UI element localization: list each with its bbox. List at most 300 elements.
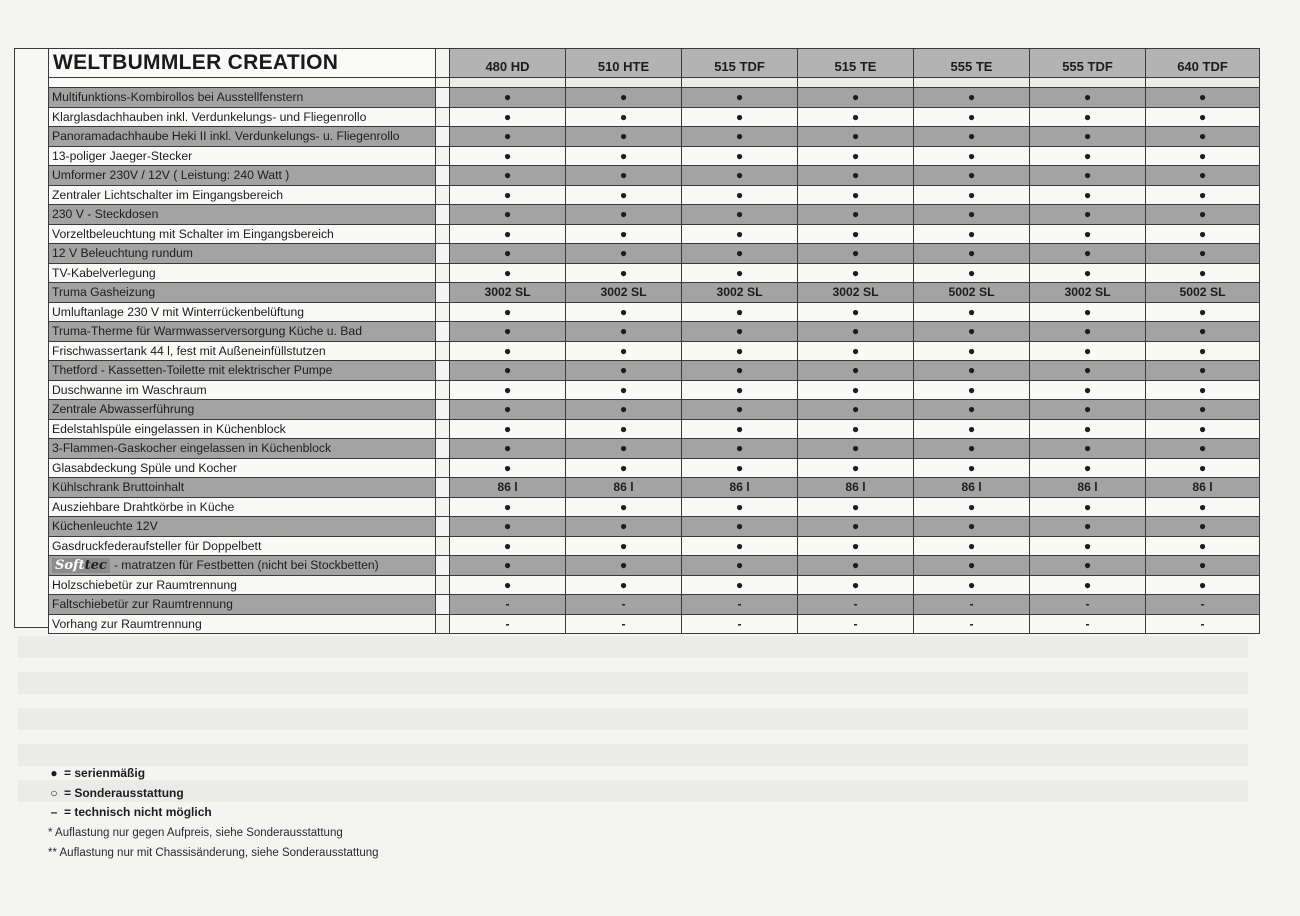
feature-label (49, 614, 436, 634)
table-row (49, 166, 1260, 186)
value-cell: ● (798, 497, 914, 517)
feature-text: Truma Gasheizung (52, 285, 156, 300)
value-cell: ● (1146, 88, 1260, 108)
value-cell: ● (682, 575, 798, 595)
table-row (49, 127, 1260, 147)
value-cell: ● (798, 146, 914, 166)
value-cell: ● (914, 263, 1030, 283)
value-cell: ● (566, 146, 682, 166)
feature-text: Thetford - Kassetten-Toilette mit elektrischer Pumpe (52, 363, 333, 378)
value-cell: ● (682, 205, 798, 225)
value-cell: - (566, 614, 682, 634)
value-cell: ● (1146, 146, 1260, 166)
table-row (49, 224, 1260, 244)
value-cell: ● (450, 575, 566, 595)
value-cell: ● (450, 166, 566, 186)
value-cell: ● (1030, 302, 1146, 322)
feature-label (49, 536, 436, 556)
table-row (49, 419, 1260, 439)
feature-label (49, 88, 436, 108)
value-cell: ● (450, 419, 566, 439)
value-cell: ● (682, 458, 798, 478)
table-row (49, 556, 1260, 576)
table-row (49, 283, 1260, 303)
feature-text: TV-Kabelverlegung (52, 265, 156, 280)
value-cell: ● (914, 146, 1030, 166)
value-cell: ● (1030, 361, 1146, 381)
value-cell: ● (1146, 224, 1260, 244)
value-cell: ● (798, 185, 914, 205)
feature-text: Umluftanlage 230 V mit Winterrückenbelüftung (52, 304, 305, 319)
value-cell: ● (914, 205, 1030, 225)
value-cell: ● (566, 205, 682, 225)
table-row (49, 361, 1260, 381)
value-cell: ● (1030, 107, 1146, 127)
value-cell: ● (566, 224, 682, 244)
feature-text: Edelstahlspüle eingelassen in Küchenblock (52, 421, 286, 436)
value-cell: ● (798, 536, 914, 556)
value-cell: ● (1030, 146, 1146, 166)
table-row (49, 595, 1260, 615)
softec-logo: Softtec (52, 558, 110, 573)
value-cell: ● (1146, 400, 1260, 420)
value-cell: ● (1146, 497, 1260, 517)
value-cell: ● (798, 107, 914, 127)
value-cell: ● (798, 244, 914, 264)
value-cell: ● (798, 302, 914, 322)
value-cell: ● (1030, 439, 1146, 459)
value-cell: ● (450, 361, 566, 381)
value-cell: ● (1146, 302, 1260, 322)
value-cell: ● (1030, 458, 1146, 478)
value-cell: ● (450, 127, 566, 147)
value-cell: ● (566, 361, 682, 381)
value-cell: ● (682, 322, 798, 342)
value-cell: ● (682, 341, 798, 361)
feature-text: Klarglasdachhauben inkl. Verdunkelungs- und Fliegenrollo (52, 109, 367, 124)
value-cell: ● (1030, 419, 1146, 439)
value-cell: ● (450, 497, 566, 517)
value-cell: 86 l (450, 478, 566, 498)
table-row (49, 244, 1260, 264)
value-cell: ● (1030, 380, 1146, 400)
feature-label (49, 419, 436, 439)
value-cell: 3002 SL (566, 283, 682, 303)
value-cell: ● (914, 185, 1030, 205)
feature-text: Kühlschrank Bruttoinhalt (52, 480, 185, 495)
value-cell: 3002 SL (450, 283, 566, 303)
value-cell: ● (798, 263, 914, 283)
value-cell: ● (1030, 497, 1146, 517)
value-cell: ● (450, 244, 566, 264)
table-row (49, 146, 1260, 166)
table-row (49, 614, 1260, 634)
value-cell: ● (914, 556, 1030, 576)
value-cell: ● (1030, 166, 1146, 186)
value-cell: ● (798, 205, 914, 225)
feature-label (49, 166, 436, 186)
value-cell: ● (1146, 244, 1260, 264)
value-cell: ● (914, 244, 1030, 264)
value-cell: 86 l (566, 478, 682, 498)
value-cell: ● (566, 341, 682, 361)
value-cell: ● (798, 575, 914, 595)
value-cell: ● (914, 127, 1030, 147)
value-cell: ● (566, 439, 682, 459)
value-cell: ● (914, 575, 1030, 595)
value-cell: - (450, 595, 566, 615)
feature-label (49, 380, 436, 400)
table-row (49, 439, 1260, 459)
feature-label (49, 497, 436, 517)
value-cell: ● (682, 185, 798, 205)
value-cell: ● (1146, 536, 1260, 556)
value-cell: ● (682, 244, 798, 264)
feature-label (49, 146, 436, 166)
feature-text: Multifunktions-Kombirollos bei Ausstellfenstern (52, 90, 304, 105)
header-row (49, 49, 1260, 78)
value-cell: ● (566, 302, 682, 322)
feature-text: 12 V Beleuchtung rundum (52, 246, 193, 261)
value-cell: ● (682, 88, 798, 108)
legend-standard: ● = serienmäßig (48, 764, 212, 784)
feature-label (49, 185, 436, 205)
value-cell: ● (914, 517, 1030, 537)
value-cell: ● (1146, 458, 1260, 478)
value-cell: ● (566, 556, 682, 576)
feature-label (49, 127, 436, 147)
value-cell: ● (1030, 341, 1146, 361)
value-cell: ● (798, 341, 914, 361)
value-cell: ● (450, 322, 566, 342)
value-cell: 86 l (1146, 478, 1260, 498)
value-cell: ● (450, 263, 566, 283)
value-cell: ● (1146, 127, 1260, 147)
value-cell: ● (914, 224, 1030, 244)
dash-icon: – (50, 805, 58, 819)
value-cell: ● (798, 556, 914, 576)
hollow-dot-icon: ○ (50, 785, 58, 800)
feature-label (49, 517, 436, 537)
value-cell: ● (914, 88, 1030, 108)
feature-text: Umformer 230V / 12V ( Leistung: 240 Watt ) (52, 168, 290, 183)
value-cell: 5002 SL (1146, 283, 1260, 303)
feature-text: Holzschiebetür zur Raumtrennung (52, 577, 237, 592)
value-cell: ● (1030, 556, 1146, 576)
value-cell: ● (798, 517, 914, 537)
value-cell: ● (682, 556, 798, 576)
value-cell: ● (798, 380, 914, 400)
value-cell: ● (450, 107, 566, 127)
value-cell: ● (566, 517, 682, 537)
value-cell: - (450, 614, 566, 634)
table-row (49, 400, 1260, 420)
bleed-through-band (18, 672, 1248, 694)
value-cell: ● (682, 263, 798, 283)
table-row (49, 536, 1260, 556)
feature-label (49, 341, 436, 361)
value-cell: ● (450, 185, 566, 205)
value-cell: ● (1030, 127, 1146, 147)
model-555-tdf: 555 TDF (1030, 49, 1146, 78)
feature-text: Gasdruckfederaufsteller für Doppelbett (52, 538, 262, 553)
feature-text: Glasabdeckung Spüle und Kocher (52, 460, 237, 475)
feature-text: Duschwanne im Waschraum (52, 382, 207, 397)
value-cell: ● (798, 361, 914, 381)
table-row (49, 322, 1260, 342)
value-cell: - (682, 595, 798, 615)
value-cell: ● (1030, 400, 1146, 420)
header-subrow (49, 78, 1260, 88)
feature-label (49, 556, 436, 576)
value-cell: ● (450, 88, 566, 108)
value-cell: ● (1146, 166, 1260, 186)
table-title: WELTBUMMLER CREATION (49, 49, 436, 78)
value-cell: ● (914, 439, 1030, 459)
value-cell: ● (682, 146, 798, 166)
value-cell: ● (682, 497, 798, 517)
value-cell: ● (450, 146, 566, 166)
value-cell: ● (682, 536, 798, 556)
value-cell: ● (1146, 263, 1260, 283)
value-cell: 86 l (914, 478, 1030, 498)
value-cell: 3002 SL (1030, 283, 1146, 303)
feature-label (49, 283, 436, 303)
feature-text: Küchenleuchte 12V (52, 519, 158, 534)
feature-label (49, 107, 436, 127)
feature-text: Vorhang zur Raumtrennung (52, 616, 202, 631)
value-cell: ● (914, 419, 1030, 439)
feature-text: 3-Flammen-Gaskocher eingelassen in Küchenblock (52, 441, 332, 456)
value-cell: ● (798, 166, 914, 186)
table-row (49, 380, 1260, 400)
value-cell: 86 l (1030, 478, 1146, 498)
value-cell: ● (566, 107, 682, 127)
value-cell: ● (1146, 517, 1260, 537)
value-cell: ● (682, 224, 798, 244)
table-row (49, 341, 1260, 361)
value-cell: ● (798, 458, 914, 478)
value-cell: ● (798, 400, 914, 420)
value-cell: ● (1146, 322, 1260, 342)
value-cell: ● (1030, 536, 1146, 556)
feature-text: Ausziehbare Drahtkörbe in Küche (52, 499, 235, 514)
feature-label (49, 205, 436, 225)
value-cell: ● (566, 88, 682, 108)
left-margin-frame (14, 48, 49, 628)
value-cell: ● (798, 439, 914, 459)
value-cell: ● (682, 166, 798, 186)
feature-label (49, 400, 436, 420)
value-cell: ● (682, 419, 798, 439)
value-cell: - (566, 595, 682, 615)
feature-label (49, 595, 436, 615)
table-row (49, 107, 1260, 127)
feature-text: Panoramadachhaube Heki II inkl. Verdunkelungs- u. Fliegenrollo (52, 129, 400, 144)
value-cell: ● (914, 322, 1030, 342)
value-cell: ● (1030, 88, 1146, 108)
value-cell: ● (1146, 439, 1260, 459)
value-cell: ● (450, 556, 566, 576)
equipment-table (48, 48, 1260, 634)
footnotes (48, 824, 379, 863)
value-cell: ● (450, 458, 566, 478)
value-cell: ● (914, 400, 1030, 420)
value-cell: ● (1030, 205, 1146, 225)
value-cell: ● (450, 224, 566, 244)
footnote-2: ** Auflastung nur mit Chassisänderung, siehe Sonderausstattung (48, 846, 379, 859)
feature-text: Zentraler Lichtschalter im Eingangsbereich (52, 187, 283, 202)
model-640-tdf: 640 TDF (1146, 49, 1260, 78)
value-cell: ● (798, 419, 914, 439)
value-cell: 86 l (798, 478, 914, 498)
value-cell: ● (682, 361, 798, 381)
value-cell: ● (682, 439, 798, 459)
feature-label (49, 458, 436, 478)
feature-label (49, 439, 436, 459)
value-cell: 86 l (682, 478, 798, 498)
value-cell: ● (1030, 517, 1146, 537)
value-cell: ● (914, 302, 1030, 322)
value-cell: ● (450, 302, 566, 322)
legend (48, 764, 212, 823)
value-cell: ● (1030, 244, 1146, 264)
value-cell: ● (914, 497, 1030, 517)
footnote-1: * Auflastung nur gegen Aufpreis, siehe Sonderausstattung (48, 827, 343, 839)
value-cell: ● (914, 107, 1030, 127)
legend-optional: ○ = Sonderausstattung (48, 784, 212, 804)
value-cell: ● (914, 380, 1030, 400)
value-cell: ● (682, 380, 798, 400)
feature-label (49, 224, 436, 244)
filled-dot-icon: ● (50, 766, 58, 780)
value-cell: 3002 SL (798, 283, 914, 303)
bleed-through-band (18, 708, 1248, 730)
value-cell: ● (798, 127, 914, 147)
value-cell: ● (566, 536, 682, 556)
value-cell: ● (566, 380, 682, 400)
model-510-hte: 510 HTE (566, 49, 682, 78)
feature-text: Vorzeltbeleuchtung mit Schalter im Eingangsbereich (52, 226, 334, 241)
value-cell: ● (1146, 361, 1260, 381)
value-cell: ● (566, 185, 682, 205)
value-cell: ● (682, 517, 798, 537)
table-row (49, 302, 1260, 322)
value-cell: ● (798, 224, 914, 244)
value-cell: ● (566, 400, 682, 420)
value-cell: ● (1146, 419, 1260, 439)
model-515-tdf: 515 TDF (682, 49, 798, 78)
value-cell: ● (450, 439, 566, 459)
value-cell: - (914, 614, 1030, 634)
spec-sheet (14, 48, 1254, 631)
model-555-te: 555 TE (914, 49, 1030, 78)
feature-label (49, 302, 436, 322)
feature-label (49, 361, 436, 381)
value-cell: ● (1146, 341, 1260, 361)
value-cell: - (798, 595, 914, 615)
value-cell: ● (566, 419, 682, 439)
value-cell: ● (1030, 224, 1146, 244)
value-cell: ● (682, 400, 798, 420)
table-row (49, 205, 1260, 225)
value-cell: ● (566, 166, 682, 186)
value-cell: ● (1030, 263, 1146, 283)
feature-label (49, 575, 436, 595)
table-row (49, 575, 1260, 595)
value-cell: ● (566, 244, 682, 264)
value-cell: ● (682, 107, 798, 127)
feature-text: 13-poliger Jaeger-Stecker (52, 148, 193, 163)
value-cell: ● (450, 380, 566, 400)
model-515-te: 515 TE (798, 49, 914, 78)
value-cell: - (1030, 595, 1146, 615)
feature-label (49, 478, 436, 498)
bleed-through-band (18, 636, 1248, 658)
table-row (49, 517, 1260, 537)
value-cell: ● (450, 400, 566, 420)
feature-text: - matratzen für Festbetten (nicht bei Stockbetten) (113, 558, 379, 573)
value-cell: - (1146, 595, 1260, 615)
table-row (49, 478, 1260, 498)
feature-text: Truma-Therme für Warmwasserversorgung Küche u. Bad (52, 324, 362, 339)
table-row (49, 185, 1260, 205)
value-cell: ● (566, 497, 682, 517)
value-cell: ● (566, 458, 682, 478)
bleed-through-band (18, 744, 1248, 766)
legend-not-possible: – = technisch nicht möglich (48, 803, 212, 823)
value-cell: ● (450, 517, 566, 537)
value-cell: ● (682, 302, 798, 322)
value-cell: ● (914, 536, 1030, 556)
value-cell: ● (566, 263, 682, 283)
table-row (49, 497, 1260, 517)
value-cell: ● (1030, 322, 1146, 342)
feature-text: Frischwassertank 44 l, fest mit Außeneinfüllstutzen (52, 343, 326, 358)
value-cell: - (798, 614, 914, 634)
table-row (49, 263, 1260, 283)
feature-label (49, 263, 436, 283)
value-cell: ● (566, 127, 682, 147)
value-cell: ● (1146, 380, 1260, 400)
value-cell: ● (1146, 556, 1260, 576)
value-cell: ● (798, 88, 914, 108)
value-cell: ● (1146, 205, 1260, 225)
value-cell: - (1030, 614, 1146, 634)
value-cell: ● (1030, 575, 1146, 595)
value-cell: 5002 SL (914, 283, 1030, 303)
value-cell: ● (566, 575, 682, 595)
value-cell: ● (914, 458, 1030, 478)
table-row (49, 458, 1260, 478)
feature-text: Faltschiebetür zur Raumtrennung (52, 597, 233, 612)
value-cell: ● (682, 127, 798, 147)
value-cell: ● (1146, 185, 1260, 205)
feature-text: 230 V - Steckdosen (52, 207, 159, 222)
value-cell: ● (450, 536, 566, 556)
value-cell: ● (914, 166, 1030, 186)
value-cell: ● (450, 341, 566, 361)
value-cell: ● (1030, 185, 1146, 205)
value-cell: ● (914, 361, 1030, 381)
value-cell: ● (798, 322, 914, 342)
value-cell: ● (450, 205, 566, 225)
value-cell: - (682, 614, 798, 634)
value-cell: ● (566, 322, 682, 342)
value-cell: ● (1146, 107, 1260, 127)
value-cell: ● (1146, 575, 1260, 595)
feature-text: Zentrale Abwasserführung (52, 402, 195, 417)
